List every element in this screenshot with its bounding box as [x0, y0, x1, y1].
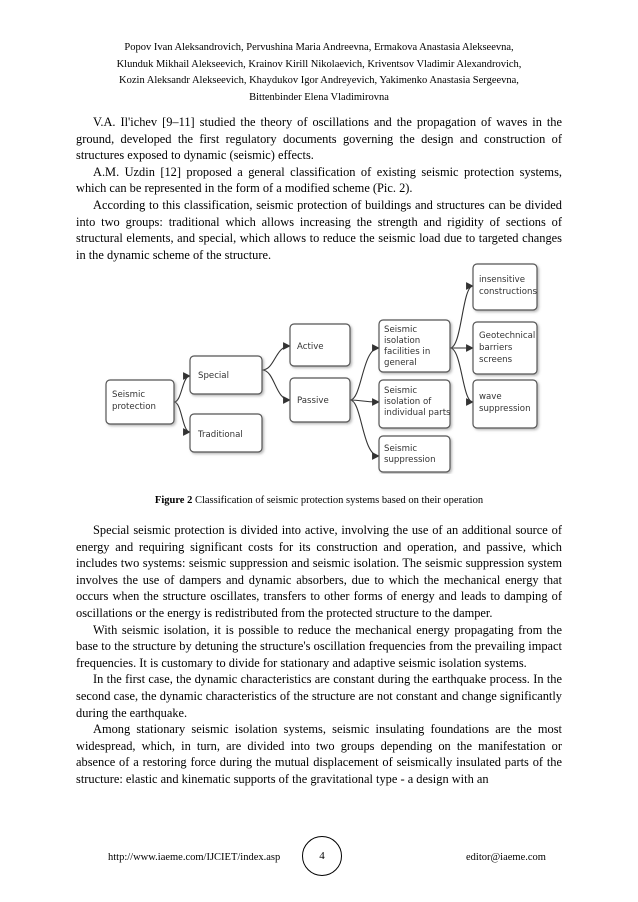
paragraph: A.M. Uzdin [12] proposed a general classification of existing seismic protection systems, which can be represented in the form of a modified scheme (Pic. 2). [76, 164, 562, 196]
label-wave-suppression: wave suppression [479, 392, 531, 414]
label-insensitive-constructions: insensitive constructions [479, 275, 537, 297]
figure-caption [76, 495, 562, 506]
paragraph: V.A. Il'ichev [9–11] studied the theory of oscillations and the propagation of waves in the ground, developed the first regulatory documents governing the design and construction of structures exposed to dynamic (seismic) effects. [76, 115, 562, 163]
label-traditional: Traditional [198, 430, 243, 440]
page-number: 4 [302, 836, 342, 876]
author-line: Bittenbinder Elena Vladimirovna [249, 91, 389, 103]
label-active: Active [297, 342, 324, 352]
paragraph: Among stationary seismic isolation systems, seismic insulating foundations are the most widespread, which, in turn, are divided into two groups depending on the manifestation or absence of a restoring force during the mutual displacement of seismically insulated parts of the structure: elastic and kinematic supports of the gravitational type - a design with an [76, 722, 562, 786]
paragraph: Special seismic protection is divided into active, involving the use of an additional source of energy and requiring significant costs for its construction and operation, and passive, which includes two systems: seismic suppression and seismic isolation. The seismic suppression system involves the use of dampers and dynamic absorbers, due to which the mechanical energy that occurs when the structure oscillates, transfers to other forms of energy and leads to damping of oscillations or the energy is redistributed from the protected structure to the damper. [76, 523, 562, 620]
paragraph: According to this classification, seismic protection of buildings and structures can be divided into two groups: traditional which allows increasing the strength and rigidity of sections of structural elements, and special, which allows to reduce the seismic load due to targeted changes in the dynamic scheme of the structure. [76, 197, 562, 262]
label-seismic-suppression: Seismic suppression [384, 444, 436, 465]
author-line: Popov Ivan Aleksandrovich, Pervushina Maria Andreevna, Ermakova Anastasia Alekseevna, [124, 42, 514, 53]
author-line: Kozin Aleksandr Alekseevich, Khaydukov Igor Andreyevich, Yakimenko Anastasia Sergeevna, [119, 75, 519, 86]
paragraph: In the first case, the dynamic characteristics are constant during the earthquake process. In the second case, the dynamic characteristics of the structure are not constant and change significantly during the earthquake. [76, 672, 562, 720]
label-passive: Passive [297, 396, 329, 406]
author-header [70, 40, 568, 106]
body-text [76, 522, 562, 788]
label-geotechnical-barriers: Geotechnical barriers screens [479, 331, 536, 365]
label-seismic-protection: Seismic protection [112, 390, 156, 412]
footer-email-link[interactable]: editor@iaeme.com [466, 852, 546, 863]
label-special: Special [198, 371, 229, 381]
author-line: Klunduk Mikhail Alekseevich, Krainov Kirill Nikolaevich, Kriventsov Vladimir Alexandrovich, [116, 58, 522, 70]
label-seismic-isolation-parts: Seismic isolation of individual parts [384, 386, 451, 418]
classification-diagram [100, 262, 570, 474]
intro-text [76, 114, 562, 263]
label-seismic-isolation-general: Seismic isolation facilities in general [384, 325, 431, 368]
box-seismic-suppression [379, 436, 450, 472]
paragraph: With seismic isolation, it is possible to reduce the mechanical energy propagating from the base to the structure by detuning the structure's oscillation frequencies from the prevailing impact frequencies. It is customary to divide for stationary and adaptive seismic isolation systems. [76, 622, 562, 670]
figure-label: Figure 2 [154, 495, 193, 506]
figure-caption-text: Classification of seismic protection systems based on their operation [192, 495, 484, 506]
footer-url-link[interactable]: http://www.iaeme.com/IJCIET/index.asp [108, 852, 281, 863]
